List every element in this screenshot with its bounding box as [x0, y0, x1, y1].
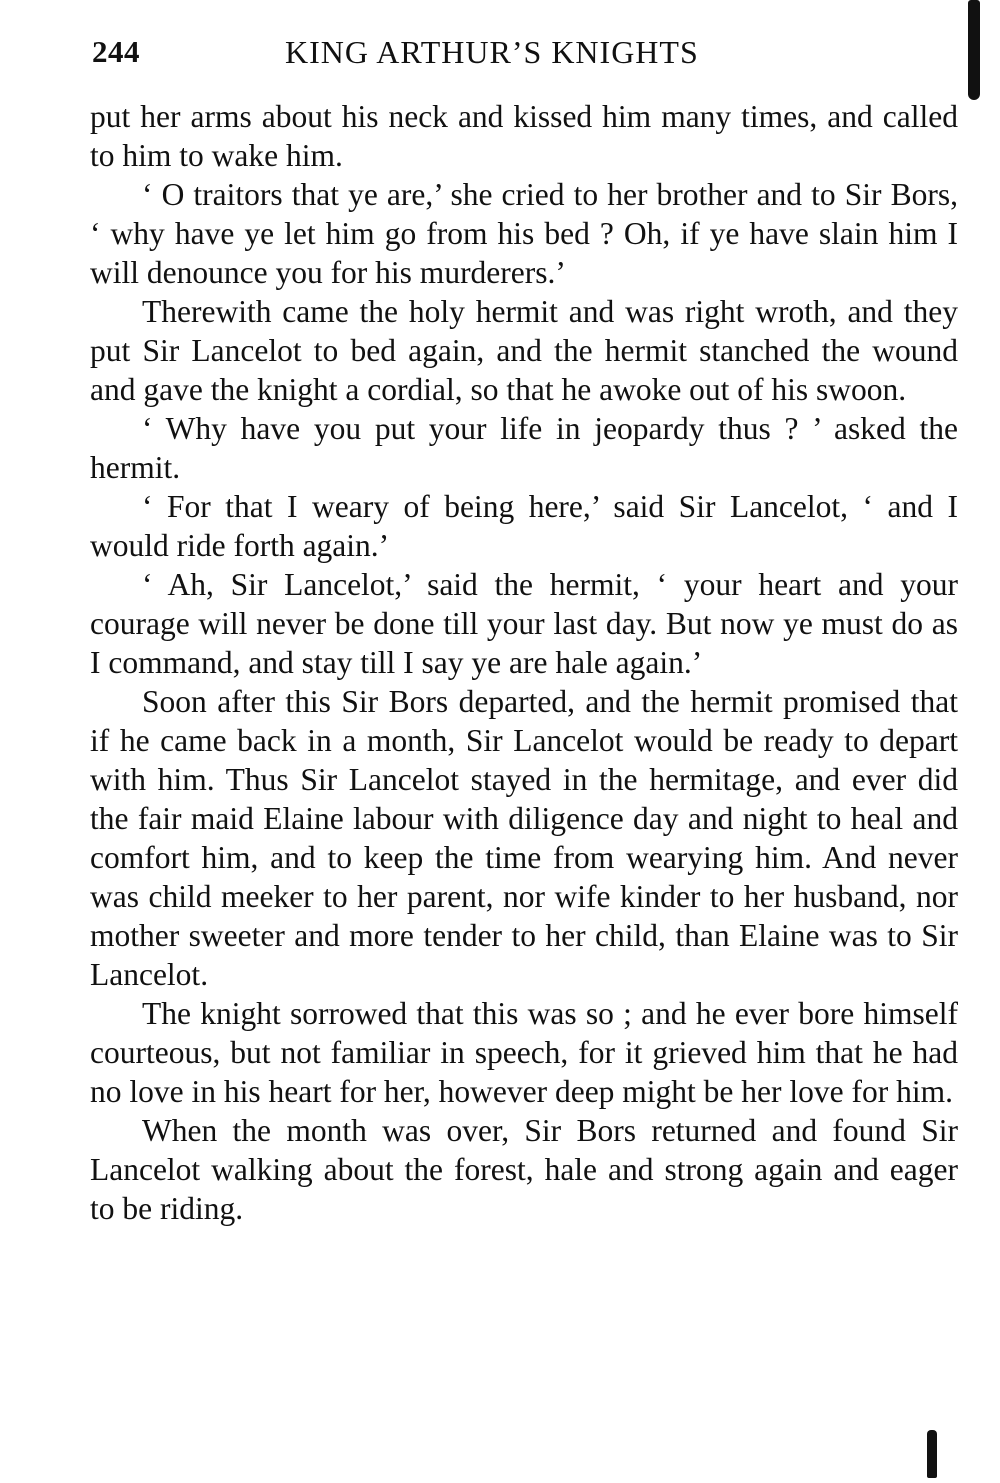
paragraph: ‘ O traitors that ye are,’ she cried to her brother and to Sir Bors, ‘ why have ye let him go from his bed ? Oh, if ye have slain him I will denounce you for his murderers.’: [90, 177, 958, 290]
scan-edge-mark-top: [968, 0, 980, 100]
paragraph: Therewith came the holy hermit and was right wroth, and they put Sir Lancelot to bed again, and the hermit stanched the wound and gave the knight a cordial, so that he awoke out of his swoon.: [90, 294, 958, 407]
paragraph: The knight sorrowed that this was so ; and he ever bore himself courteous, but not familiar in speech, for it grieved him that he had no love in his heart for her, however deep might be her love for him.: [90, 996, 958, 1109]
paragraph: When the month was over, Sir Bors returned and found Sir Lancelot walking about the forest, hale and strong again and eager to be riding.: [90, 1113, 958, 1226]
running-title: KING ARTHUR’S KNIGHTS: [285, 34, 699, 70]
page-number: 244: [92, 34, 140, 69]
paragraph: ‘ Ah, Sir Lancelot,’ said the hermit, ‘ your heart and your courage will never be done till your last day. But now ye must do as I command, and stay till I say ye are hale again.’: [90, 567, 958, 680]
scan-edge-mark-bottom: [927, 1430, 937, 1478]
body-text: [90, 97, 958, 1228]
page-header: [92, 34, 956, 78]
paragraph: ‘ For that I weary of being here,’ said Sir Lancelot, ‘ and I would ride forth again.’: [90, 489, 958, 563]
paragraph-continued: put her arms about his neck and kissed him many times, and called to him to wake him.: [90, 99, 958, 173]
paragraph: ‘ Why have you put your life in jeopardy thus ? ’ asked the hermit.: [90, 411, 958, 485]
paragraph: Soon after this Sir Bors departed, and the hermit promised that if he came back in a month, Sir Lancelot would be ready to depart with him. Thus Sir Lancelot stayed in the hermitage, and ever did the fair maid Elaine labour with diligence day and night to heal and comfort him, and to keep the time from wearying him. And never was child meeker to her parent, nor wife kinder to her husband, nor mother sweeter and more tender to her child, than Elaine was to Sir Lancelot.: [90, 684, 958, 992]
